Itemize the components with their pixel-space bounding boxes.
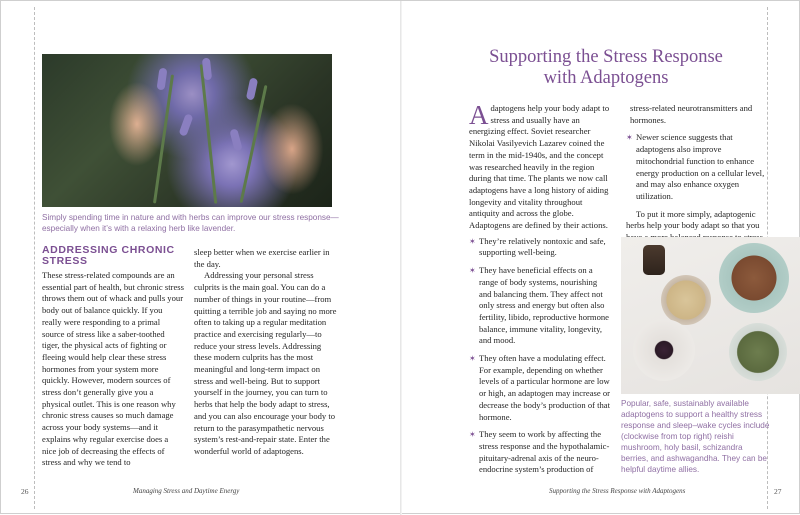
adaptogen-properties-list (469, 236, 611, 476)
bullet-icon: ✶ (469, 236, 476, 246)
drop-cap: A (469, 100, 489, 130)
continued-text: stress-related neurotransmitters and hormones. (630, 103, 753, 125)
photo-caption: Simply spending time in nature and with herbs can improve our stress response—especially when it’s with a relaxing herb like lavender. (42, 213, 339, 233)
list-item: ✶ They’re relatively nontoxic and safe, supporting well-being. (469, 235, 606, 258)
intro-paragraph (469, 100, 611, 232)
page-title: Supporting the Stress Response with Adaptogens (489, 47, 723, 88)
intro-text: daptogens help your body adapt to stress and usually have an energizing effect. Soviet researcher Nikolai Vasilyevich Lazarev coined the term in the mid-1940s, and the concept was researched heavily in the region during that time. The plants we now call adaptogens have a long history of aiding longevity and vitality throughout antiquity and across the globe. Adaptogens are defined by their actions. (469, 103, 610, 231)
list-item: ✶ They often have a modulating effect. For example, depending on whether levels of a particular hormone are low or high, an adaptogen may increase or decrease the body’s production of that hormone. (469, 353, 611, 422)
list-item: ✶ They have beneficial effects on a range of body systems, nourishing and balancing them. They affect not only stress and energy but often also fertility, libido, reproductive hormone balance, immune vitality, longevity, and mood. (469, 265, 609, 346)
adaptogens-photo (621, 237, 800, 394)
body-paragraph: These stress-related compounds are an essential part of health, but chronic stress throws them out of whack and pulls your body out of balance quickly. If you really were responding to a primal source of stress like a saber-toothed tiger, the physical acts of fighting or fleeing would help clear these stress hormones from your system more quickly. However, modern sources of stress don’t generally give you a physical outlet. This is one reason why chronic stress causes so much damage across your body systems—and it explains why regular exercise does a nice job of decreasing the effects of stress and why we tend to (42, 270, 184, 468)
right-column-2 (626, 103, 766, 244)
page-fold (400, 1, 402, 515)
section-heading: ADDRESSING CHRONIC STRESS (42, 244, 175, 267)
bullet-icon: ✶ (626, 133, 633, 143)
bullet-icon: ✶ (469, 266, 476, 276)
left-column-2 (194, 247, 339, 458)
closing-paragraph: To put it more simply, adaptogenic herbs help your body adapt so that you (626, 208, 760, 231)
science-list (626, 132, 766, 202)
list-item: ✶ Newer science suggests that adaptogens also improve mitochondrial function to enhance energy production on a cellular level, and may also enhance oxygen utilization. (626, 132, 765, 201)
body-paragraph: sleep better when we exercise earlier in the day. (194, 247, 330, 269)
page-number: 26 (21, 487, 29, 496)
bullet-icon: ✶ (469, 354, 476, 364)
left-column-1 (42, 270, 184, 469)
page-number: 27 (774, 487, 782, 496)
right-column-1 (469, 100, 611, 482)
running-head: Managing Stress and Daytime Energy (133, 487, 240, 495)
bullet-icon: ✶ (469, 430, 476, 440)
photo-caption: Popular, safe, sustainably available adaptogens to support a healthy stress response and sleep–wake cycles include (clockwise from top right) reishi mushroom, holy basil, schizandra berries, and ashwagandha. They can be helpful daytime allies. (621, 399, 770, 474)
list-item: ✶ They seem to work by affecting the stress response and the hypothalamic-pituitary-adrenal axis of the neuro-endocrine system’s production of (469, 429, 610, 475)
left-margin-rule (34, 7, 35, 509)
body-paragraph: Addressing your personal stress culprits is the main goal. You can do a number of things in your routine—from quitting a terrible job and saying no more often to taking up a regular meditation practice and exercising regularly—to reduce your stress levels. Addressing these modern culprits has the most meaningful and long-term impact on stress and well-being. But to support yourself in the journey, you can turn to herbs that help the body adapt to stress, and you can also encourage your body to return to the parasympathetic nervous system’s rest-and-repair state. Enter the wonderful world of adaptogens. (194, 270, 337, 456)
lavender-hands-photo (42, 54, 332, 207)
running-head: Supporting the Stress Response with Adaptogens (549, 487, 686, 495)
